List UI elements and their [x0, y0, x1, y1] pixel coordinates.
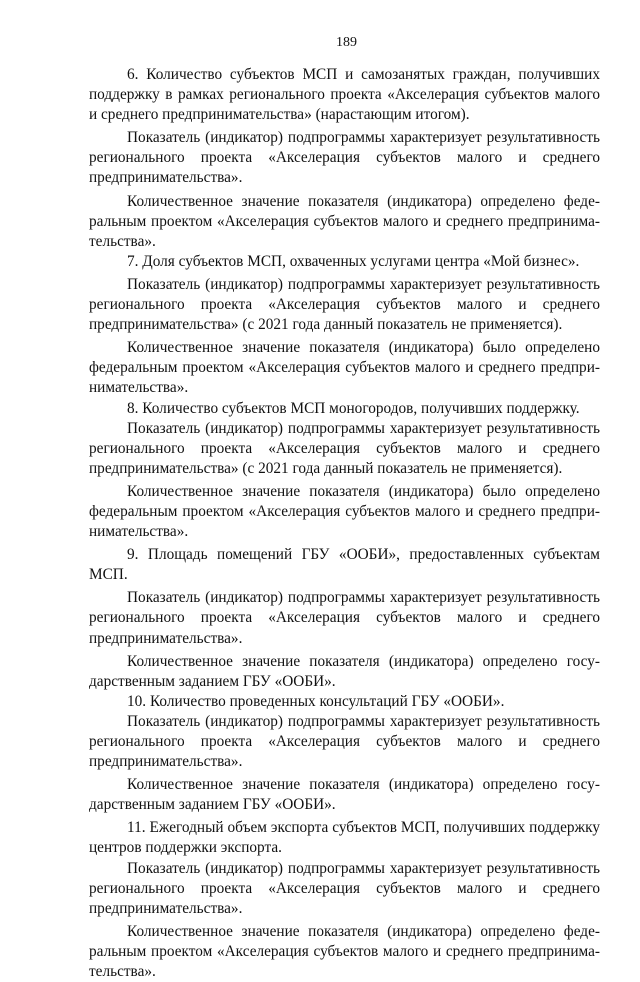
paragraph-indicator-8-value-source: Количественное значение показателя (индикатора) было определено федеральным проектом «Акселерация субъектов малого и среднего предпринимательства».: [89, 482, 600, 541]
paragraph-indicator-9-title: 9. Площадь помещений ГБУ «ООБИ», предоставленных субъектам МСП.: [89, 546, 600, 584]
paragraph-indicator-6-value-source: Количественное значение показателя (индикатора) определено федеральным проектом «Акселерация субъектов малого и среднего предпринимательства».: [89, 192, 600, 250]
paragraph-indicator-11-title: 11. Ежегодный объем экспорта субъектов МСП, получивших поддержку центров поддержки экспорта.: [89, 819, 600, 857]
paragraph-indicator-7-value-source: Количественное значение показателя (индикатора) было определено федеральным проектом «Акселерация субъектов малого и среднего предпринимательства».: [89, 339, 600, 397]
paragraph-indicator-7-title: 7. Доля субъектов МСП, охваченных услугами центра «Мой бизнес».: [127, 252, 580, 270]
paragraph-indicator-9-value-source: Количественное значение показателя (индикатора) определено государственным заданием ГБУ «ООБИ».: [89, 652, 600, 690]
paragraph-indicator-6-title: 6. Количество субъектов МСП и самозанятых граждан, получивших поддержку в рамках регионального проекта «Акселерация субъектов малого и среднего предпринимательства» (нарастающим итогом).: [89, 66, 600, 124]
paragraph-indicator-10-description: Показатель (индикатор) подпрограммы характеризует результативность регионального проекта «Акселерация субъектов малого и среднего предпринимательства».: [89, 712, 600, 771]
paragraph-indicator-8-title: 8. Количество субъектов МСП моногородов, получивших поддержку.: [127, 399, 580, 417]
paragraph-indicator-11-value-source: Количественное значение показателя (индикатора) определено федеральным проектом «Акселерация субъектов малого и среднего предпринимательства».: [89, 922, 600, 981]
paragraph-indicator-7-description: Показатель (индикатор) подпрограммы характеризует результативность регионального проекта «Акселерация субъектов малого и среднего предпринимательства» (с 2021 года данный показатель не применяется).: [89, 275, 600, 334]
page-number: 189: [336, 35, 357, 50]
paragraph-indicator-11-description: Показатель (индикатор) подпрограммы характеризует результативность регионального проекта «Акселерация субъектов малого и среднего предпринимательства».: [89, 859, 600, 917]
paragraph-indicator-9-description: Показатель (индикатор) подпрограммы характеризует результативность регионального проекта «Акселерация субъектов малого и среднего предпринимательства».: [89, 589, 600, 647]
paragraph-indicator-6-description: Показатель (индикатор) подпрограммы характеризует результативность регионального проекта «Акселерация субъектов малого и среднего предпринимательства».: [89, 129, 600, 187]
paragraph-indicator-8-description: Показатель (индикатор) подпрограммы характеризует результативность регионального проекта «Акселерация субъектов малого и среднего предпринимательства» (с 2021 года данный показатель не применяется).: [89, 419, 600, 477]
document-body: [89, 65, 600, 982]
paragraph-indicator-10-title: 10. Количество проведенных консультаций ГБУ «ООБИ».: [127, 692, 505, 710]
paragraph-indicator-10-value-source: Количественное значение показателя (индикатора) определено государственным заданием ГБУ «ООБИ».: [89, 776, 600, 814]
